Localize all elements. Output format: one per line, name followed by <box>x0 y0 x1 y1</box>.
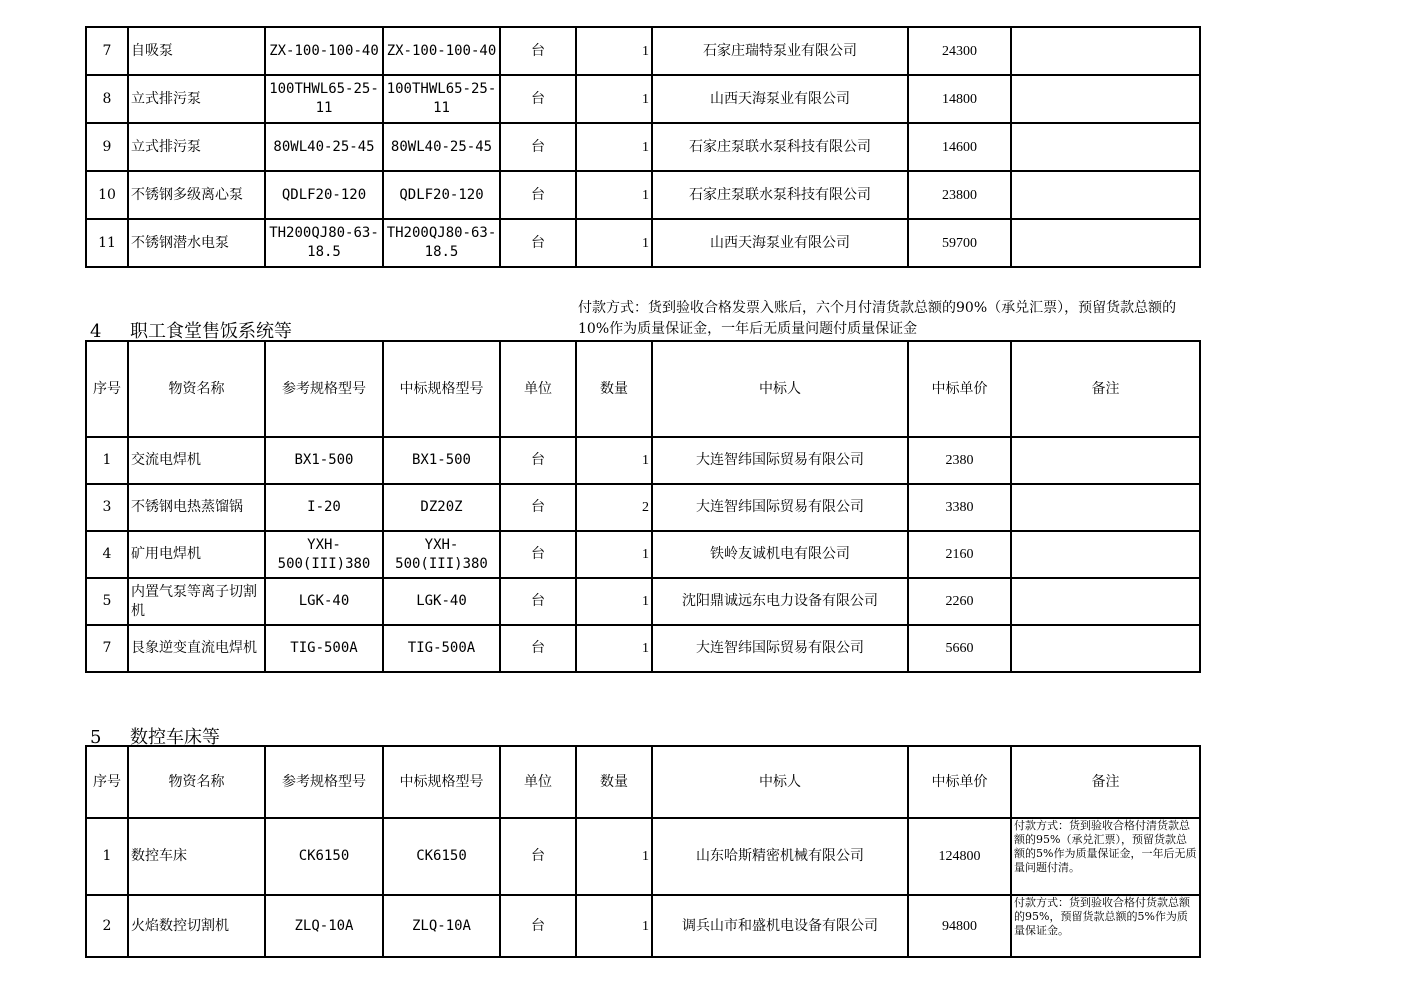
unit-price: 94800 <box>908 895 1011 957</box>
winning-bidder: 山西天海泵业有限公司 <box>652 75 908 123</box>
row-no: 5 <box>86 578 128 625</box>
quantity: 1 <box>576 895 652 957</box>
header-ref-spec: 参考规格型号 <box>265 746 383 818</box>
header-price: 中标单价 <box>908 746 1011 818</box>
remark <box>1011 75 1200 123</box>
remark <box>1011 895 1200 957</box>
quantity: 1 <box>576 219 652 267</box>
row-no: 11 <box>86 219 128 267</box>
unit: 台 <box>500 219 576 267</box>
header-note: 备注 <box>1011 341 1200 437</box>
remark <box>1011 123 1200 171</box>
remark <box>1011 578 1200 625</box>
header-qty: 数量 <box>576 746 652 818</box>
header-no: 序号 <box>86 341 128 437</box>
unit-price: 14800 <box>908 75 1011 123</box>
unit: 台 <box>500 437 576 484</box>
header-unit: 单位 <box>500 746 576 818</box>
unit: 台 <box>500 484 576 531</box>
row-no: 7 <box>86 625 128 672</box>
header-note: 备注 <box>1011 746 1200 818</box>
unit-price: 124800 <box>908 818 1011 895</box>
unit-price: 59700 <box>908 219 1011 267</box>
quantity: 1 <box>576 818 652 895</box>
remark <box>1011 171 1200 219</box>
bid-spec: 100THWL65-25-11 <box>383 75 500 123</box>
bid-spec: 80WL40-25-45 <box>383 123 500 171</box>
ref-spec: 80WL40-25-45 <box>265 123 383 171</box>
item-name: 数控车床 <box>128 818 265 895</box>
header-name: 物资名称 <box>128 746 265 818</box>
item-name: 火焰数控切割机 <box>128 895 265 957</box>
winning-bidder: 大连智纬国际贸易有限公司 <box>652 484 908 531</box>
row-no: 1 <box>86 818 128 895</box>
unit-price: 23800 <box>908 171 1011 219</box>
quantity: 1 <box>576 123 652 171</box>
table-row <box>86 625 1200 672</box>
winning-bidder: 山西天海泵业有限公司 <box>652 219 908 267</box>
ref-spec: ZX-100-100-40 <box>265 27 383 75</box>
ref-spec: I-20 <box>265 484 383 531</box>
quantity: 1 <box>576 625 652 672</box>
row-no: 9 <box>86 123 128 171</box>
unit-price: 14600 <box>908 123 1011 171</box>
quantity: 1 <box>576 75 652 123</box>
quantity: 1 <box>576 578 652 625</box>
unit: 台 <box>500 578 576 625</box>
remark <box>1011 437 1200 484</box>
table-row <box>86 75 1200 123</box>
item-name: 立式排污泵 <box>128 123 265 171</box>
row-no: 1 <box>86 437 128 484</box>
remark <box>1011 219 1200 267</box>
row-no: 4 <box>86 531 128 578</box>
table-row <box>86 219 1200 267</box>
section3-table <box>85 26 1201 268</box>
bid-spec: ZLQ-10A <box>383 895 500 957</box>
bid-spec: LGK-40 <box>383 578 500 625</box>
winning-bidder: 石家庄泵联水泵科技有限公司 <box>652 171 908 219</box>
bid-spec: QDLF20-120 <box>383 171 500 219</box>
bid-spec: DZ20Z <box>383 484 500 531</box>
quantity: 1 <box>576 531 652 578</box>
table-header-row <box>86 341 1200 437</box>
quantity: 2 <box>576 484 652 531</box>
winning-bidder: 铁岭友诚机电有限公司 <box>652 531 908 578</box>
unit: 台 <box>500 895 576 957</box>
section4-table <box>85 340 1201 673</box>
item-name: 不锈钢潜水电泵 <box>128 219 265 267</box>
item-name: 交流电焊机 <box>128 437 265 484</box>
unit: 台 <box>500 625 576 672</box>
winning-bidder: 石家庄瑞特泵业有限公司 <box>652 27 908 75</box>
unit: 台 <box>500 531 576 578</box>
item-name: 矿用电焊机 <box>128 531 265 578</box>
item-name: 不锈钢多级离心泵 <box>128 171 265 219</box>
ref-spec: ZLQ-10A <box>265 895 383 957</box>
remark-text: 付款方式：货到验收合格付清货款总额的95%（承兑汇票），预留货款总额的5%作为质量保证金，一年后无质量问题付清。 <box>1014 819 1197 874</box>
ref-spec: 100THWL65-25-11 <box>265 75 383 123</box>
winning-bidder: 沈阳鼎诚远东电力设备有限公司 <box>652 578 908 625</box>
bid-spec: TH200QJ80-63-18.5 <box>383 219 500 267</box>
header-winner: 中标人 <box>652 341 908 437</box>
table-row <box>86 895 1200 957</box>
unit: 台 <box>500 818 576 895</box>
section5-number: 5 <box>90 727 102 748</box>
header-qty: 数量 <box>576 341 652 437</box>
header-ref-spec: 参考规格型号 <box>265 341 383 437</box>
table-row <box>86 27 1200 75</box>
header-bid-spec: 中标规格型号 <box>383 746 500 818</box>
row-no: 3 <box>86 484 128 531</box>
remark <box>1011 818 1200 895</box>
unit: 台 <box>500 171 576 219</box>
winning-bidder: 大连智纬国际贸易有限公司 <box>652 625 908 672</box>
ref-spec: TH200QJ80-63-18.5 <box>265 219 383 267</box>
unit-price: 2380 <box>908 437 1011 484</box>
header-price: 中标单价 <box>908 341 1011 437</box>
section4-payment-note: 付款方式：货到验收合格发票入账后，六个月付清货款总额的90%（承兑汇票），预留货款总额的10%作为质量保证金，一年后无质量问题付质量保证金 <box>578 300 1177 337</box>
quantity: 1 <box>576 27 652 75</box>
table-row <box>86 171 1200 219</box>
unit: 台 <box>500 75 576 123</box>
item-name: 内置气泵等离子切割机 <box>128 578 265 625</box>
remark <box>1011 531 1200 578</box>
table-row <box>86 484 1200 531</box>
ref-spec: LGK-40 <box>265 578 383 625</box>
header-winner: 中标人 <box>652 746 908 818</box>
item-name: 不锈钢电热蒸馏锅 <box>128 484 265 531</box>
table-header-row <box>86 746 1200 818</box>
unit-price: 5660 <box>908 625 1011 672</box>
remark <box>1011 484 1200 531</box>
table-row <box>86 818 1200 895</box>
ref-spec: YXH-500(III)380 <box>265 531 383 578</box>
header-name: 物资名称 <box>128 341 265 437</box>
item-name: 自吸泵 <box>128 27 265 75</box>
winning-bidder: 山东哈斯精密机械有限公司 <box>652 818 908 895</box>
header-unit: 单位 <box>500 341 576 437</box>
table-row <box>86 578 1200 625</box>
remark <box>1011 625 1200 672</box>
quantity: 1 <box>576 171 652 219</box>
bid-spec: BX1-500 <box>383 437 500 484</box>
section4-number: 4 <box>90 321 102 342</box>
section5-name: 数控车床等 <box>130 727 220 748</box>
unit: 台 <box>500 27 576 75</box>
section5-table <box>85 745 1201 958</box>
table-row <box>86 123 1200 171</box>
row-no: 7 <box>86 27 128 75</box>
bid-spec: YXH-500(III)380 <box>383 531 500 578</box>
unit-price: 2260 <box>908 578 1011 625</box>
winning-bidder: 大连智纬国际贸易有限公司 <box>652 437 908 484</box>
ref-spec: BX1-500 <box>265 437 383 484</box>
header-no: 序号 <box>86 746 128 818</box>
ref-spec: TIG-500A <box>265 625 383 672</box>
table-row <box>86 531 1200 578</box>
row-no: 10 <box>86 171 128 219</box>
winning-bidder: 石家庄泵联水泵科技有限公司 <box>652 123 908 171</box>
row-no: 2 <box>86 895 128 957</box>
section4-name: 职工食堂售饭系统等 <box>130 321 292 342</box>
remark <box>1011 27 1200 75</box>
bid-spec: TIG-500A <box>383 625 500 672</box>
bid-spec: CK6150 <box>383 818 500 895</box>
item-name: 艮象逆变直流电焊机 <box>128 625 265 672</box>
remark-text: 付款方式：货到验收合格付货款总额的95%，预留货款总额的5%作为质量保证金。 <box>1014 896 1190 937</box>
row-no: 8 <box>86 75 128 123</box>
item-name: 立式排污泵 <box>128 75 265 123</box>
quantity: 1 <box>576 437 652 484</box>
unit-price: 3380 <box>908 484 1011 531</box>
bid-spec: ZX-100-100-40 <box>383 27 500 75</box>
unit-price: 2160 <box>908 531 1011 578</box>
ref-spec: QDLF20-120 <box>265 171 383 219</box>
unit-price: 24300 <box>908 27 1011 75</box>
winning-bidder: 调兵山市和盛机电设备有限公司 <box>652 895 908 957</box>
header-bid-spec: 中标规格型号 <box>383 341 500 437</box>
table-row <box>86 437 1200 484</box>
unit: 台 <box>500 123 576 171</box>
ref-spec: CK6150 <box>265 818 383 895</box>
